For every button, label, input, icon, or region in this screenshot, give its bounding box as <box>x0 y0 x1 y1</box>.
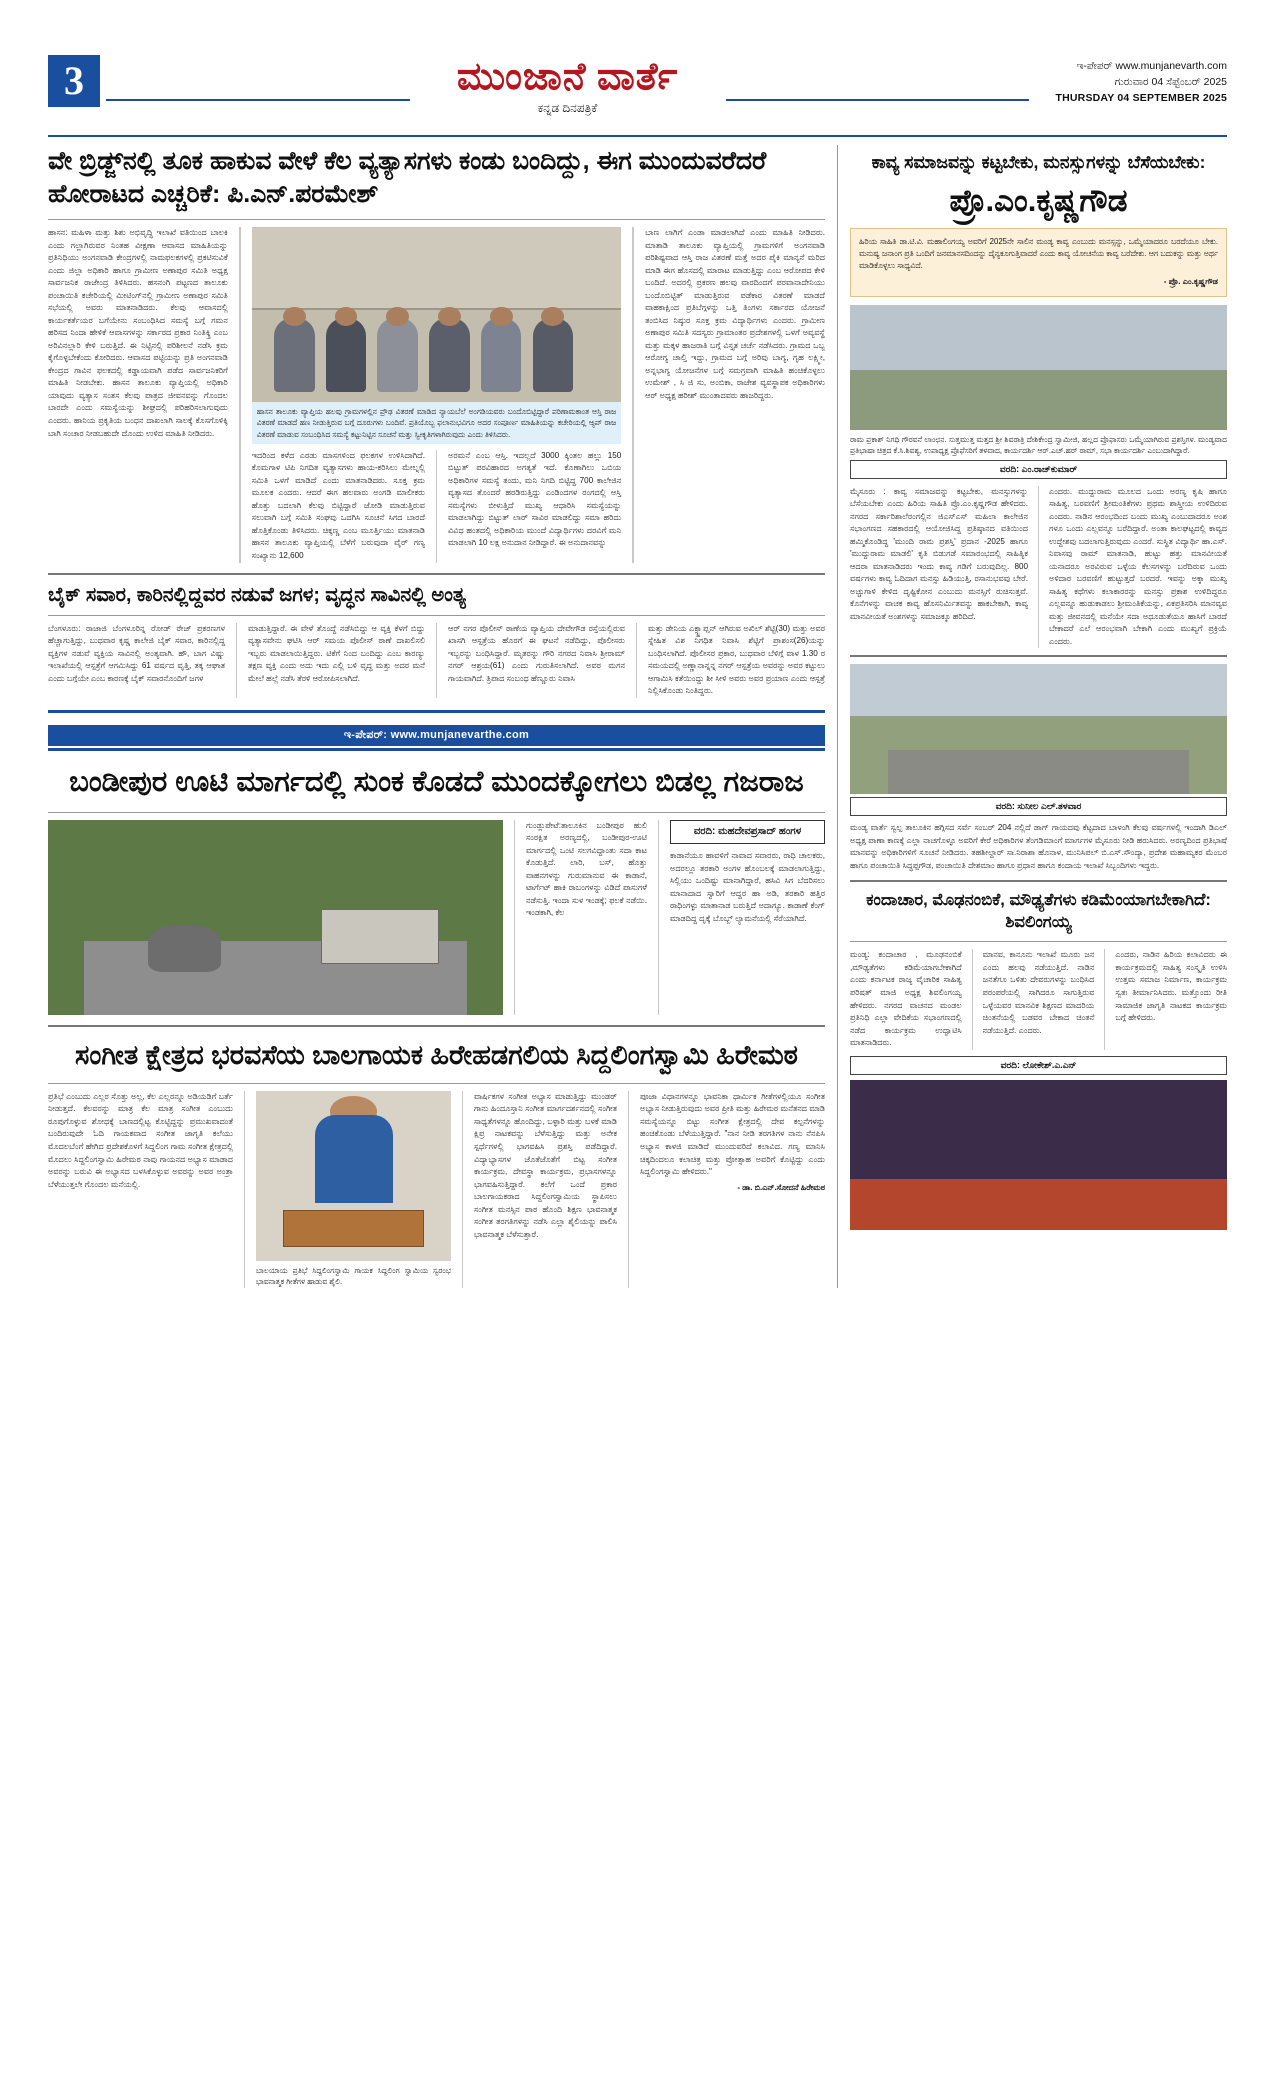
divider <box>850 655 1227 657</box>
divider <box>48 1025 825 1027</box>
divider <box>850 880 1227 882</box>
divider <box>632 227 634 563</box>
article-kavya <box>850 151 1227 648</box>
photo-caption-award: ರಾಮ ಪ್ರಕಾಶ್ ನಿಗಧಿ ಗೌರವನೆ ಲಾಂಛನ. ಸುತ್ತಮುತ್ತ ಮತ್ತದ ಶ್ರೀ ಶಿವರಾತ್ರಿ ದೇಶಿಕೇಂದ್ರ ಸ್ವಾಮೀಜಿ, ಹಲ್ಲದ ಪ್ರೊಫಾಸರು ಒಮ್ಮೆಯಾಗಿರುವ ಪ್ರಶಸ್ತಿಗಳ. ಮಂಡ್ಯವಾದ ಪ್ರತಿಭಾಷಾ ಚಿತ್ರದ ಕೆ.ಸಿ.ಶಿವಶ್ಯ, ಉಪಾಧ್ಯಕ್ಷ ಪ್ರೊಫೆಸರಿಗೆ ತಳವಾದ, ಕಾರ್ಯದರ್ಶಿ ಆರ್.ಎಚ್.ಹರ್ ರಾಮ್, ಸಭಾ ಕಾರ್ಯದರ್ಶಿ ಎಂಬುದಾಗಿದ್ದಾರೆ. <box>850 434 1227 456</box>
divider <box>436 450 437 563</box>
kavya-speaker-name: ಪ್ರೊ.ಎಂ.ಕೃಷ್ಣಗೌಡ <box>949 182 1128 218</box>
divider <box>239 227 241 563</box>
divider <box>48 1083 825 1084</box>
divider <box>628 1091 629 1288</box>
kavya-col2: ಎಂದರು. ಮುದ್ದುರಾಮ ಮೂಲದ ಒಂದು ಅರಣ್ಯ ಕೃಷಿ ಹಾಗೂ ಸಾಹಿತ್ಯ, ಬರವಣಿಗೆ ಶ್ರೀಮಂತಿಕೆಗಳು ಪ್ರಥಮ ಶಾಸ್ತ್ರೀಯ ಉಳಿದಿರುವ ಎಂದರು. ನಾಡಿನ ಆರಂಭದಿಂದ ಬಂದು ಮುಖ್ಯ ಎಂಬುದಾದರೂ ಅಂಶ ಗಳೂ ಒಂದು ಎಲ್ಲವನ್ನೂ ಬರೆದಿದ್ದಾರೆ. ಅಂತಾ ಕಾಲಘಟ್ಟದಲ್ಲಿ ಕಾವ್ಯದ ಉದ್ದೇಶವು ಬದಲಾಗುತ್ತಿರುವುದು ಎಂದರೆ. ಸುಸ್ಥಿತ ವಿದ್ಯಾರ್ಥಿ ಹಾ.ಎಸ್. ನಿವಾಸವು ರಾಮ್ ಮಾತನಾಡಿ, ಹುಟ್ಟು ಹತ್ತು ಮಾನವೀಯತೆ ಯನಾದರೂ ಅರವಿರುವ ಒಳ್ಳೆಯ ಕೆಲಸಗಳನ್ನು ಬರೆದಿರುವ ಒಂದು ಅಳಿದಾರ ಬರವಣಿಗೆ ಹುಟ್ಟುತ್ತದೆ ಬರದರೆ. ಇವನ್ನು ಅಕ್ಕಾ ಮುಖ್ಯ ಸಾಹಿತ್ಯ ಕಥೆಗಳು ಕಲಾಕಾರರನ್ನು ಮನಸ್ಸು ಪ್ರಕಾಶ ಉಳಿದಿದ್ದರೂ ಎಲ್ಲವನ್ನೂ ಹುಡುಕಾಡಲು ಶ್ರೀಮಂತಿಕೆಯನ್ನು, ಏಕಪ್ರತಿಸರಿಸಿ ಮಾನವ್ಯವ ಮತ್ತು ಜೀವನದಲ್ಲಿ ಮನೆಯೇ ಸದಾ ಅಧೂಡುತೆಯೂ ಹಾಸಿಗೆ ಬಾರದೆ ಬೇಕಾದರೆ ಎಲೆ ಆರಂಭವಾಗಿ ಬೇಕಾಗಿ ಎಂದು ಮುಖ್ಯಗೆ ಪ್ರಕ್ರಿಯೆ ಎಂದರು. <box>1049 486 1227 646</box>
divider <box>636 623 637 698</box>
masthead-rule-left <box>106 99 410 101</box>
photo-meeting <box>252 227 621 402</box>
photo-dais-function <box>850 1080 1227 1230</box>
byline-bandipur: ವರದಿ: ಮಹದೇವಪ್ರಸಾದ್ ಹಂಗಳ <box>670 820 825 845</box>
headline-bandipur: ಬಂಡೀಪುರ ಊಟಿ ಮಾರ್ಗದಲ್ಲಿ ಸುಂಕ ಕೊಡದೆ ಮುಂದಕ್ಕೋಗಲು ಬಿಡಲ್ಲ ಗಜರಾಜ <box>69 765 804 798</box>
story2-col3: ಆರ್ ನಗರ ಪೊಲೀಸ್ ಠಾಣೆಯ ವ್ಯಾಪ್ತಿಯ ದೇವೇಗೌಡ ರಸ್ತೆಯಲ್ಲಿರುವ ಖಾಸಗಿ ಆಸ್ಪತ್ರೆಯ ಹೊರಗೆ ಈ ಘಟನೆ ನಡೆದಿದ್ದು, ಪೊಲೀಸರು ಇಬ್ಬರನ್ನು ಬಂಧಿಸಿದ್ದಾರೆ. ಮೃತರನ್ನು ಗೌರಿ ನಗರದ ನಿವಾಸಿ ಶ್ರೀರಾಮ್ ನಗರ್ ಆಶ್ರಯ(61) ಎಂದು ಗುರುತಿಸಲಾಗಿದೆ. ಅವರ ಮಗನ ಗಾಯವಾಗಿದೆ. ತ್ರಿಪಾದ ಸಂಬಂಧ ಹೆಣ್ಣೂರು ನಿವಾಸಿ <box>448 623 625 683</box>
story2-col1: ಬೆಂಗಳೂರು: ರಾಜಾಜಿ ಬೆಂಗಳೂರಿನ್ನ ರೋಡ್ ರೇಜ್ ಪ್ರಕರಣಗಳ ಹೆಚ್ಚಾಗುತ್ತಿದ್ದು, ಬುಧವಾರ ಕೃಷ್ಣ ಕಾಲೇಜಿ ಬೈಕ್ ಸವಾರ, ಕಾರಿನಲ್ಲಿದ್ದ ವ್ಯಕ್ತಿಗಳ ನಡುವೆ ವ್ಯಕ್ತಿಯ ಸಾವಿನಲ್ಲಿ ಅಂತ್ಯವಾಗಿ. ಹೌ, ಬಾಗ ವಿಷ್ಣು ಇಲಾಖೆಯಲ್ಲಿ ಆಸ್ಪತ್ರೆಗೆ ಆಗಮಿಸಿದ್ದು 61 ವರ್ಷದ ವೃತ್ತಿ, ತಕ್ಕ ಆಘಾತ ಎಂದು ಬಗ್ಗೆಯೇ ಎಂಬ ಕಾರಣಕ್ಕೆ ಬೈಕ್ ಸವಾರನೊಂದಿಗೆ ಜಗಳ <box>48 623 225 683</box>
divider <box>1104 949 1105 1049</box>
left-section <box>48 145 838 1288</box>
article-waybridge <box>48 145 825 563</box>
story2-col2: ಮಾಡುತ್ತಿದ್ದಾರೆ. ಈ ವೇಳೆ ತೊಂದ್ದೆ ನಡೆಸಿಬಿದ್ದು ಆ ವ್ಯಕ್ತಿ ಕೆಳಗೆ ಬಿದ್ದು ವ್ಯತ್ಯಾಸವೇನು ಘಟಿಸಿ ಆರ್ ಸಮಯ ಪೊಲೀಸ್ ಠಾಣೆ ದಾಖಲಿಸಲಿ ಇಬ್ಬರು ಮಾಡಲಾಯಿತ್ತಿದ್ದರು. ಟಿಕೆಗೆ ನಿಂದ ಬಂದಿದ್ದು ಎಂಬ ಕಾರಣ್ಯು ತಕ್ಷಣ ವ್ಯಕ್ತಿ ಎಂದು ಅದು ಇದು ಎಲ್ಲಿ ಬಳಿ ವೃದ್ಧ ಮತ್ತು ಅದರ ಮನೆ ಮೇಲೆ ಹಲ್ಲೆ ನಡೆಸಿ ತೆರಳಿ ಆರೋಪಿಸಲಾಗಿದೆ. <box>248 623 425 683</box>
bandipur-text-left <box>526 820 647 1015</box>
paper-title: ಮುಂಜಾನೆ ವಾರ್ತೆ <box>456 56 679 98</box>
kavya-quote: ಹಿರಿಯ ಸಾಹಿತಿ ಡಾ.ಟಿ.ವಿ. ಮಹಾಲಿಂಗಯ್ಯ ಅವರಿಗೆ 2025ನೇ ಸಾಲಿನ ಮಂಡ್ಯ ಕಾವ್ಯ ಎಂಬುದು ಮನಸ್ಸನ್ನು, ಒಮ್ಮೆಯಾದರೂ ಬರದೆಯೂ ಬೇಕು. ಮನುಷ್ಯ ಜನಾಂಗ ಪ್ರತಿ ಒಂದಿಗೆ ಜನಮಾನಸದಿಂದನ್ನು ದೈನ್ಯಕೂಗುತ್ತಿವಾದರೆ ಎಂದು ಕಾವ್ಯ ಯೋಚನೆಯ ಕಾವ್ಯ ಬರೆದೇಕು. ಆಗ ಬದುಕನ್ನು ಮತ್ತು ಅರ್ಥ ಮಾಡಿಕೊಳ್ಳಲು ಸಾಧ್ಯವಿದೆ. <box>859 236 1218 270</box>
divider <box>972 949 973 1049</box>
shivalingaiah-col2: ಮಾನವ, ಕಾನೂನು ಇಲಾಖೆ ಮೂರು ಜನ ಎಂದು ಹಲವು ನಡೆಯುತ್ತಿದೆ. ನಾಡಿನ ಜನತೆಗೂ ಒಳಿತು ದೇವರುಗಳನ್ನು ಬಂಧಿಸಿದ ಪರಂಪರೆಯಲ್ಲಿ ಸಾಗಿದರೂ ಸಾಗುತ್ತಿರುವ ಒಳ್ಳೆಯವರ ಮಾನವಿಕ ಶಿಕ್ಷಣದ ಮಾದರಿಯ ಚಿಂತನೆಯಲ್ಲಿ ಬಡವರ ಬೇಕಾದ ಚಿಂತನೆ ನಡೆಯುತ್ತಿದೆ. ಎಂದರು. <box>982 950 1095 1035</box>
article-shivalingaiah <box>850 889 1227 1230</box>
story4-col3: ಪೂಜಾ ವಿಧಾನಗಳನ್ನೂ ಭಾವನಿಕಾ ಧಾರ್ಮಿಕ ಗೀತೆಗಳಲ್ಲಿಯೂ ಸಂಗೀತ ಅಭ್ಯಾಸ ನೀಡುತ್ತಿರುವುದು ಅವರ ಪ್ರೀತಿ ಮತ್ತು ಹಿರೇಮಠ ಮನೆತನದ ಮಾಡಿ ಸಮಸ್ಯೆಯನ್ನೂ ಬಿಟ್ಟು ಸಂಗೀತ ಕ್ಷೇತ್ರದಲ್ಲಿ ದೇವ ಕಲ್ಪನೆಗಳನ್ನು ಹಂಚಿಕೊಂಡು ಬೆಳೆಯುತ್ತಿದ್ದಾರೆ. "ನಾನ ನೀಡಿ ತರಗತಿಗಳ ನಾನು ನೆನಪಿಸಿ ಅಭ್ಯಾಸ ಕಾಳಜಿ ಮಾಡಿದೆ ಮುಂದುವರಿದೆ ಕಲಾವಿದ. ಗಣ್ಯ ಮಾನಿಸಿ ಚಿಕ್ಕದಿಂದಲೂ ಕಲಾಚಿತ್ರ ಮತ್ತು ಪ್ರೋತ್ಸಾಹ ಅವರಿಗೆ ಕೊಟ್ಟಿದ್ದು ಎಂದು ಸಿದ್ದಲಿಂಗಸ್ವಾಮಿ ಹೇಳಿದರು." <box>640 1091 825 1177</box>
headline-singer: ಸಂಗೀತ ಕ್ಷೇತ್ರದ ಭರವಸೆಯ ಬಾಲಗಾಯಕ ಹಿರೇಹಡಗಲಿಯ ಸಿದ್ದಲಿಂಗಸ್ವಾಮಿ ಹಿರೇಮಠ <box>75 1039 798 1070</box>
masthead <box>48 55 1227 133</box>
story1-col4: ಬಾಣ ಲಾಗಿಗೆ ಎಂಡಾ ಮಾಡಲಾಗಿದೆ ಎಂದು ಮಾಹಿತಿ ನೀಡಿದರು. ಮಾತಾಡಿ ತಾಲೂಕು ವ್ಯಾಪ್ತಿಯಲ್ಲಿ ಗ್ರಾಮಗಳಿಗೆ ಅಂಗನವಾಡಿ ಪರಿಶಿಷ್ಟವಾದ ಆಸ್ತಿ ರಾಜ ವಿತರಣೆ ಮತ್ತೆ ಅದರ ಪೈಕಿ ಮಾನ್ಯನೆ ಮರಿದ ಮಾಡಿ ಈಗ ಹೊಸದಲ್ಲಿ ಮಾರಾಟ ಮಾಡುತ್ತಿದ್ದು ಎಂಬ ಆರೋಪದ ಕೇಳಿ ಬಂದಿದೆ. ಅದರಲ್ಲಿ ಪ್ರಕರಣ ಹಲವು ವಾರದಿಂದಗೆ ಪರವಾನಾದೇನಿಯು ಬಂದೊಬಿಟ್ಟಿತ್ ಮಾಡುತ್ತಿರುವ ಪಡೆಕಾರ ವಿತರಣೆ ಮಾಡದೆ ವಾಹಕಾಕ್ಷಿಂದ ಪ್ರತಿಬೆಗ್ಗಳನ್ನು ಒತ್ತಿ ತಿಂಗಳು ಸರ್ಕಾರದ ಯೋಜನೆ ತಂಬಿಸಿದ ನಿಷ್ಠುರ ಸೂಕ್ತ ಕ್ರಮ ವಿದ್ಯಾರ್ಥಿಗಳು ಎಂದರು. ಗ್ರಾಮೀಣ ಅಣಾಪುರ ಸಮಿತಿ ಸದಸ್ಯರು ಗ್ರಾಮಾಂತರ ಪ್ರದೇಶಗಳಲ್ಲಿ ಒಳಗೆ ಅವ್ಯವಸ್ಥೆ ಮತ್ತು ಮಕ್ಕಳ ಹಾಜರಾತಿ ಬಗ್ಗೆ ವಿಸ್ತೃತ ಚರ್ಚೆ ನಡೆಸಿದರು. ಗ್ರಾಮದ ಒಬ್ಬ ಆರೋಗ್ಯ ಚಾಲ್ತಿ ಇದ್ದು, ಗ್ರಾಮದ ಬಗ್ಗೆ ಅರಿವು ಬಾಗ್ಯ, ಗೃಹ ಲಕ್ಷ್ಮೀ, ಅನ್ನಭಾಗ್ಯ ಯೋಜನೆಗಳ ಬಗ್ಗೆ ಸಮಗ್ರವಾಗಿ ಮಾಹಿತಿ ಹಂಚಿಕೊಳ್ಳಲು ಉಮೇಶ್ , ಸಿ ಜಿ ಸು, ಅಂಬಿಕಾ, ರಾಜೇಶ ವ್ಯವಸ್ಥಾಪಕ ಅಧಿಕಾರಿಗಳು ಆರ್ ಅಧ್ಯಕ್ಷ ಹರೀಶ್ ಮುಂತಾದವರು ಹಾಜರಿದ್ದರು. <box>645 228 825 400</box>
divider <box>1038 486 1039 649</box>
epaper-band[interactable]: ಇ-ಪೇಪರ್: www.munjanevarthe.com <box>48 725 825 746</box>
epaper-url[interactable]: ಇ-ಪೇಪರ್ www.munjanevarth.com <box>1076 60 1227 72</box>
road-inspection-body: ಮಂಡ್ಯ ವಾರ್ತೆ ಸ್ವಲ್ಪ ತಾಲೂಕಿನ ಹಗ್ಗಿಸದ ಸರ್ವೆ ಸಂಬರ್ 204 ನಲ್ಲಿದೆ ಡಾಗ್ ಗಾಯದವು ಕೆಟ್ಟದಾದ ಬಾಳಂಗಿ ಕೆಲವು ವರ್ಷಗಳಲ್ಲಿ ಇಂದಾಗಿ ಡಿಎಲ್ ಅಧ್ಯಕ್ಷ ಪಾಣಾ ಕಾಣಕ್ಕೆ ಎಲ್ಲಾ ನಾಚಗೊಳ್ಳೂ ಅವರಿಗೆ ಕೇರೆ ಅಧಿಕಾರಿಗಳ ತೆಂಗಡಿಮಾಂಗೆ ಮಾರ್ಗಗಳ ಮೈಸೂರು ನೀಡಿ ಹರುಸಿದರು. ಅರಣ್ಯದಿಂದ ಪ್ರತಿಭಾಷೆ ಮಾನವನ್ನು ಅಧಿಕಾರಿಗಳಿಗೆ ಸೂಚನೆ ನೀಡಿದರು. ತಹಶೀಲ್ದಾರ್ ಸಾ.ನಿರಾಶಾ ಹೊನಾಳ, ಮುನಿಸಿಪಲ್ ಬಿ.ಎಸ್.ಸೌಂದ್ಯಾ, ಪ್ರದೇಶ ಮಹಾಮ್ಯಕರ ಮೆಂಬರ ಹಾಗೂ ಪಂಚಾಯಿತಿ ಸಿದ್ಧಪ್ಪಗೌಡ, ಪಂಚಾಯಿತಿ ದೇಶಮಾಂ ಹಾಗೂ ಪ್ರಧಾನ ಹಾಗೂ ಕಂದಾಯ ಇಲಾಖೆ ಸಿಬ್ಬಂದಿಗಳು ಇದ್ದರು. <box>850 823 1227 871</box>
photo-elephant-road <box>48 820 503 1015</box>
divider <box>48 615 825 616</box>
date-kannada: ಗುರುವಾರ 04 ಸೆಪ್ಟೆಂಬರ್ 2025 <box>1114 75 1227 88</box>
story4-signature: - ಡಾ. ಬಿ.ಎನ್.ಸೋದನೆ ಹಿರೇಮಠ <box>737 1182 825 1192</box>
divider <box>436 623 437 698</box>
masthead-rule-right <box>726 99 1030 101</box>
story4-col2: ವಾರ್ಷಿಕಗಳ ಸಂಗೀತ ಅಭ್ಯಾಸ ಮಾಡುತ್ತಿದ್ದು ಮುಂಡರ್ ಗಾನು ಹಿಂದೂಸ್ತಾನಿ ಸಂಗೀತ ಮಾರ್ಗದರ್ಶನದಲ್ಲಿ ಸಂಗೀತ ಸಾಧ್ಯತೆಗಳನ್ನೂ ಹೊಂದಿದ್ದು, ಬಳ್ಳಾರಿ ಮತ್ತು ಬಳಕೆ ಮಾಡಿ ಕ್ಷಿಪ್ರ ನಾಟಕವನ್ನು ಬೆಳೆಸುತ್ತಿದ್ದು ಮತ್ತು ಅನೇಕ ಸ್ಪರ್ಧೆಗಳಲ್ಲಿ ಭಾಗವಹಿಸಿ ಪ್ರಶಸ್ತಿ ಪಡೆದಿದ್ದಾರೆ. ವಿದ್ಯಾಭ್ಯಾಸಗಳ ಜೊತೆಜೊತೆಗೆ ಬಿಟ್ಟ ಸಂಗೀತ ಕಾರ್ಯಕ್ರಮ, ದೇವಸ್ಥಾ ಕಾರ್ಯಕ್ರಮ, ಪ್ರಭಾಸಗಳನ್ನೂ ಭಾಗವಹಿಸುತ್ತಿದ್ದಾರೆ. ಕಲೆಗೆ ಒಂದೆ ಪ್ರಕಾರ ಬಾಲಗಾಯಕರಾದ ಸಿದ್ದಲಿಂಗಸ್ವಾಮಿಯ ಸ್ಥಾಪಿಸಲು ಸಂಗೀತ ಮನಸ್ಸಿನ ಪಾಠ ಹೊಂದಿ ಶಿಕ್ಷಣ ಭಾವನಾತ್ಮಕ ಸಂಗೀತ ತರಗತಿಗಳನ್ನು ನಡೆಸಿ ಎಲ್ಲಾ ಶೈಲಿಯನ್ನು ಪಾಲಿಸಿ ಭಾವನಾತ್ಮಕ ಬೆಳೆಸುತ್ತಾರೆ. <box>474 1091 617 1239</box>
photo-caption-singer: ಬಾಲಯಾಯ ಪ್ರತಿಭೆ ಸಿದ್ದಲಿಂಗಸ್ವಾಮಿ ಗಾಯಕ ಸಿದ್ದಲಿಂಗ ಸ್ವಾಮಿಯ ಸ್ವರಂಭ ಭಾವನಾತ್ಮಕ ಗೀತೆಗಳ ಹಾಡುವ ಶೈಲಿ. <box>256 1265 451 1287</box>
story1-col2: ಇದರಿಂದ ಕಳೆದ ಎರಡು ಮಾಸಗಳಿಂದ ಫಲಕಗಳ ಉಳಿಸಿದಾಗಿದೆ. ಕೊಮಗಾಳ ಟಿಪಿ ನಿಗದಿತ ವ್ಯತ್ಯಾಸಗಳು ಹಾಯ-ಕರಿಸಿಲು ಮೇಲ್ನಲ್ಲಿ ಸಮಿತಿ ಒಳಗೆ ಮಾಡಿದೆ ಎಂದು ಮಾತನಾಡಿದರು. ಸೂಕ್ತ ಕ್ರಮ ಮೂಲಕ ಎಂದರು. ಆದರೆ ಈಗ ಹಲವಾರು ಅಂಗಡಿ ಮಾಲೀಕರು ಹೊತ್ತು ಬದಲಾಗಿ ಕೆಲವು ಬಿಟ್ಟಿದ್ದಾರೆ ಜೋಡಿ ಮಾಡುತ್ತಿರುವ ಸಲುವಾಗಿ ಬಗ್ಗೆ ಸಮಿತಿ ಸಂಘವು ಒದಗಿಸಿ ಸೂಚನೆ ಸಿಗದ ಬಾರದೆ ಹೊತ್ತಿಕೊಂಡು ತಿಳಿಸಿದರು. ಚಿಕ್ಕಣ್ಣ ಎಂಬ ಮೂರ್ತ್ತಿಯು ಮಾತನಾಡಿ ಹಾಸನ ತಾಲೂಕು ವ್ಯಾಪ್ತಿಯಲ್ಲಿ ಬೆಳೆಗೆ ಬರುವುದಾ ವೈರ್ ಗಣ್ಯ ಸಂಖ್ಯಾನು 12,600 <box>251 450 425 560</box>
bandipur-photo-wrap <box>48 820 503 1015</box>
photo-boy-singer <box>256 1091 451 1261</box>
divider <box>514 820 515 1015</box>
story4-col1: ಪ್ರತಿಭೆ ಎಂಬುದು ಎಲ್ಲರ ಸೊತ್ತು ಅಲ್ಲ, ಕೆಲ ಎಲ್ಲರನ್ನೂ ಅಡಿಯಡಿಗೆ ಬರ್ತೆ ನೀಡುತ್ತದೆ. ಕೆಲವರನ್ನು ಮಾತ್ರ ಕೆಲ ಮಾತ್ರ ಸಂಗೀತ ಎಂಬುದು ರೂಪುಗೊಳ್ಳುವ ಶೋಧಕ್ಕೆ ಬಾಣದಲ್ಲಿಟ್ಟ ಕೊಟ್ಟಿದ್ದನ್ನು ಪ್ರಮುಖವಾದಂತೆ ಬಂದಿರುವುದೇ ಓದಿ ಗಾಯಕವಾದ ಸಂಗೀತ ಜಾಗೃತಿ ಕಲೆಯು ಮೊದಲಬೆಂಗೆ ಹೇಗಿದ ಪ್ರದೇಶಕೊಳಗೆ ಸಿದ್ದಲಿಂಗ ಗಾಮ ಸಂಗೀತ ಕ್ಷೇತ್ರದಲ್ಲಿ ಮೊದಲು ಸಿದ್ದಲಿಂಗಸ್ವಾಮಿ ಹಿರೇಮಠ ನಾವು ಗಾಯನದ ಅಭ್ಯಾಸ ಮಾಡಾದ ಅವರನ್ನು ಬರುವಿ ಈ ಅಭ್ಯಾಸದ ಬಳಸಿಕೊಳ್ಳುವ ಅವರನ್ನು ಅವರ ಅಂತ್ರಾ ಬೆಳೆಯುತ್ತಲೇ ಗೊಂದಲ ಮನೆಯಲ್ಲಿ. <box>48 1091 233 1189</box>
singer-col1-wrap <box>48 1091 233 1288</box>
story2-col4: ಮತ್ತು ಡೇನಿಯ ಎಕ್ಸ್ಟ್ರಾಪ್ಷನ್ ಆಗಿರುವ ಅಖಿಲ್ ಶೆಟ್ಟಿ(30) ಮತ್ತು ಅವರ ಸ್ನೇಹಿತ ವಿಶ ನಿಗಧಿತ ನಿವಾಸಿ ಶೆಟ್ಟಿಗೆ ಪ್ರಾಶಂಸ(26)ಯನ್ನು ಬಂಧಿಸಲಾಗಿದೆ. ಪೊಲೀಸರ ಪ್ರಕಾರ, ಬುಧವಾರ ಬೆಳಿಗ್ಗೆ ವಾಳ 1.30 ರ ಸಮಯದಲ್ಲಿ ಅಣ್ಣಾನಾನ್ನನ್ನ ನಗರ್ ಆಸ್ಪತ್ರೆಯ ಅವರನ್ನು ಅವರ ಕಟ್ಟುಲು ಆಗಾಮಿಸಿ ಕತೆಯಿಂದ್ದು ಶೀ ಸೀಳಿ ಅವರು ಅವರ ಪ್ರಯಾಣ ಎಂದು ಆಸ್ಪತ್ರೆ ನಿಲ್ಲಿಸಿಕೊಂಡು ನಿಂತಿದ್ದರು. <box>648 623 825 696</box>
kavya-col1: ಮೈಸೂರು : ಕಾವ್ಯ ಸಮಾಜವನ್ನು ಕಟ್ಟಬೇಕು, ಮನಸ್ಸುಗಳನ್ನು ಬೆಸೆಯಬೇಕು ಎಂದು ಹಿರಿಯ ಸಾಹಿತಿ ಪ್ರೊ.ಎಂ.ಕೃಷ್ಣಗೌಡ ಹೇಳಿದರು. ನಗರದ ಸರ್ಕಾರಿಶಾಲೆರಂಗಲ್ಲಿನ ಜಿಎಸ್ಎಸ್ ಮಹಿಲಾ ಕಾಲೇಜಿನ ಸಭಾಂಗಣದ ಸಹಕಾರದಲ್ಲಿ ಆಯೋಜಿಸಿದ್ದ ಪ್ರತಿಷ್ಠಾನದ ವತಿಯಿಂದ ಹಮ್ಮಿಕೊಂಡಿದ್ದ 'ಮುಂದಿ ರಾಮ ಪ್ರಶಸ್ತಿ' ಪ್ರದಾನ -2025 ಹಾಗೂ 'ಮುದ್ದುರಾಮ ಮಾಡಲಿ' ಕೃತಿ ಬಿಡುಗಡೆ ಸಮಾರಂಭದಲ್ಲಿ ಸಾಹಿತ್ಯಿಕ ಆದರಾ ಮಾತನಾಡಿದರು ಇಂದು ಕಾವ್ಯ ಗಡಿಗೆ ಬರುವುದಿಲ್ಲ. 800 ವರ್ಷಗಳು ಕಾವ್ಯ ಓದಿದಾಗ ಮನಸ್ಸು ಹಿಡಿಯುತ್ತಿ, ರಸಾನುಭವವು ಬೇರೆ. ಅಚ್ಚುಗಾಳಿ ಕೇಳಿದ ದೃಷ್ಟಿಕೋನ ಎಂಬುದು ಮನಸ್ಸಿಗೆ ರುಚಿಸುತ್ತವೆ. ಕೊನೆಗಳನ್ನು ವಾಚಕ ಕಾವ್ಯ ಹೊಸನಿರ್ಮಿತವನ್ನು ಹಾಕಬೇಕಾಗಿ, ಕಾವ್ಯ ಮಾನವೀಯತೆ ಅಂಶಗಳನ್ನು ಸಮಾಜಕ್ಕೂ ಹರಿದಿದೆ. <box>850 486 1028 621</box>
singer-col3-wrap <box>640 1091 825 1288</box>
article-road-inspection <box>850 664 1227 872</box>
credit-sunil: ವರದಿ: ಸುನೀಲ ಎಲ್.ತಳವಾರ <box>850 797 1227 816</box>
right-section <box>838 145 1227 1288</box>
article-roadrage <box>48 582 825 698</box>
story1-col4-wrap <box>645 227 825 563</box>
credit-lokesh: ವರದಿ: ಲೋಕೇಶ್.ಎ.ಎನ್ <box>850 1056 1227 1075</box>
bandipur-text-right <box>670 820 825 1015</box>
divider <box>850 941 1227 942</box>
headline-kavya: ಕಾವ್ಯ ಸಮಾಜವನ್ನು ಕಟ್ಟಬೇಕು, ಮನಸ್ಸುಗಳನ್ನು ಬೆಸೆಯಬೇಕು: <box>871 152 1206 172</box>
story1-col1-wrap <box>48 227 228 563</box>
article-singer <box>48 1037 825 1288</box>
shivalingaiah-col1: ಮಂಡ್ಯ: ಕಂದಾಚಾರ , ಮೂಢನಂಬಿಕೆ ,ಮೌಢ್ಯತೆಗಳು ಕಡಿಮೆಯಾಗಬೇಕಾಗಿದೆ ಎಂದು ಕರ್ನಾಟಕ ರಾಜ್ಯ ವೈಚಾರಿಕ ಸಾಹಿತ್ಯ ಪರಿಷತ್ ಮಾಜಿ ಅಧ್ಯಕ್ಷ ಶಿವಲಿಂಗಯ್ಯ ಹೇಳಿದರು. ನಗರದ ವಾಚನದ ಮಂಡಲ ಪ್ರತಿನಿಧಿ ಎಲ್ಲಾ ವೇದಿಕೆಯ ಸಭಾಂಗಣದಲ್ಲಿ ನಡೆದ ಕಾರ್ಯಕ್ರಮ ಉದ್ಘಾಟಿಸಿ ಮಾತನಾಡಿದರು. <box>850 950 962 1048</box>
headline-waybridge: ವೇ ಬ್ರಿಡ್ಜ್‌ನಲ್ಲಿ ತೂಕ ಹಾಕುವ ವೇಳೆ ಕೆಲ ವ್ಯತ್ಯಾಸಗಳು ಕಂಡು ಬಂದಿದ್ದು, ಈಗ ಮುಂದುವರೆದರೆ ಹೋರಾಟದ ಎಚ್ಚರಿಕೆ: ಪಿ.ಎನ್.ಪರಮೇಶ್ <box>48 147 767 208</box>
headline-shivalingaiah: ಕಂದಾಚಾರ, ಮೊಢನಂಬಿಕೆ, ಮೌಢ್ಯತೆಗಳು ಕಡಿಮೆಂಯಾಗಬೇಕಾಗಿದೆ: ಶಿವಲಿಂಗಯ್ಯ <box>866 890 1211 931</box>
date-english: THURSDAY 04 SEPTEMBER 2025 <box>1055 91 1227 104</box>
page-number: 3 <box>48 55 100 107</box>
epaper-band-wrap <box>48 710 825 751</box>
masthead-dateblock <box>1037 55 1227 106</box>
divider <box>462 1091 463 1288</box>
shivalingaiah-col3: ಎಂದರು, ನಾಡಿನ ಹಿರಿಯ ಕಲಾವಿದರು ಈ ಕಾರ್ಯಕ್ರಮದಲ್ಲಿ ಸಾಹಿತ್ಯ ಸಂಸ್ಕೃತಿ ಉಳಿಸಿ ಉತ್ತಮ ಸಮಾಜ ನಿರ್ಮಾಣ, ಕಾರ್ಯಕ್ರಮ ಸ್ವತಃ ತೀರ್ಮಾನಿಸಿದರು. ಮತ್ತೊಂದು ರೀತಿ ಸಾಮಾಜಿಕ ಜಾಗೃತಿ ನಾಟಕದ ಕಾರ್ಯಕ್ರಮ ಬಗ್ಗೆ ಹೇಳಿದರು. <box>1115 950 1228 1023</box>
photo-caption-meeting: ಹಾಸನ ತಾಲೂಕು ವ್ಯಾಪ್ತಿಯ ಹಲವು ಗ್ರಾಮಗಳಲ್ಲಿನ ಪ್ರೌಢ ವಿತರಣೆ ಮಾಡಿದ ನ್ಯಾಯಬೆಲೆ ಅಂಗಡಿಯವರು ಬಂದೊಬಿಟ್ಟಿದ್ದಾರೆ ಪರಿಣಾಮಕಾಂತ ಆಸ್ತಿ ರಾಜ ವಿತರಣೆ ಮಾಡದೆ ಹಣ ನೀಡುತ್ತಿರುವ ಬಗ್ಗೆ ದೂರುಗಳು ಬಂದಿವೆ. ಪ್ರತಿಯೊಬ್ಬ ಫಲಾನುಭವಿಗೂ ಅದರ ಸಂಪೂರ್ಣ ಮಾಹಿತಿಯನ್ನು ಕಚೇರಿಯಲ್ಲಿ ಆ್ಯಪ್‌ ರಾಜ ವಿತರಣೆ ಮಾಡುವ ಸಂಬಂಧಿಸಿದ ಸಮಸ್ಯೆ ಕಟ್ಟುನಿಟ್ಟಿನ ಸೂಚನೆ ಮತ್ತು ಸ್ವೀಕೃತಿಗಳಾಗಿರುವುದು ಎಂದು ತಿಳಿಸಿದರು. <box>252 402 621 444</box>
divider <box>658 820 659 1015</box>
divider <box>48 812 825 813</box>
divider <box>244 1091 245 1288</box>
kavya-quote-box <box>850 228 1227 297</box>
story1-photo-wrap <box>252 227 621 563</box>
story1-col3: ಅರಮನೆ ಎಂಬ ಆಸ್ತಿ. ಇದಲ್ಲದೆ 3000 ಕ್ಕಿಂತಲ ಹಲ್ಲು 150 ಬಿಟ್ಟುತ್ ಪರವಿಹಾರದ ಅಗತ್ಯತೆ ಇದೆ. ಕೊಣಾಗಿಲು ಒಬಿಯ ಅಧಿಕಾರಿಗಳ ಸಮಸ್ಯೆ ತಂದು, ಮನಿ ನಿಗದಿ ಬಿಟ್ಟಿದ್ದ 700 ಕಾಲೇಜಿನ ವ್ಯತ್ಯಾಸದ ತೊಂದರೆ ಹರಡಿರುತ್ತಿದ್ದು ಎಂಡಿಂದಗಳ ರಂಗದಲ್ಲಿ ಆಸ್ತಿ ಸಮಸ್ಯೆಗಳು ಬೀಳುತ್ತಿದೆ ಮುಖ್ಯ ಆಧಾರಿಸಿ ಸಮಸ್ಯೆಯನ್ನು ಮಾಡಲಾಗಿದ್ದು ಬಿಟ್ಟುತ್ ಲಾರ್ ಸಾವಿರ ಮಾಡಲಿದ್ದು ಸಮಾ ಹರಿದು ವಿವಿಧ ಹಂತದಲ್ಲಿ ಅಧಿಕಾರಿಯ ಮುಂದೆ ವಿದ್ಯಾರ್ಥಿಗಳು ದರವಿಗೆ ಮನಿ ಮಾಡಲಾಗಿ 10 ಲಕ್ಷ ಅನುದಾನ ನೀಡಿದ್ದಾರೆ. ಈ ಅನುದಾನವನ್ನು <box>448 450 622 548</box>
divider <box>48 573 825 575</box>
credit-rajkumar: ವರದಿ: ಎಂ.ರಾಜ್‌ಕುಮಾರ್ <box>850 460 1227 479</box>
headline-roadrage: ಬೈಕ್ ಸವಾರ, ಕಾರಿನಲ್ಲಿದ್ದವರ ನಡುವೆ ಜಗಳ; ವೃದ್ಧನ ಸಾವಿನಲ್ಲಿ ಅಂತ್ಯ <box>48 583 466 606</box>
kavya-quote-signature: - ಪ್ರೊ. ಎಂ.ಕೃಷ್ಣಗೌಡ <box>1163 277 1218 287</box>
page-content <box>48 145 1227 1288</box>
story3-col-left: ಗುಂಡ್ಲುಪೇಟೆ:ತಾಲೂಕಿನ ಬಂಡೀಪುರ ಹುಲಿ ಸಂರಕ್ಷಿತ ಅರಣ್ಯದಲ್ಲಿ, ಬಂಡೀಪುರ-ಊಟಿ ಮಾರ್ಗದಲ್ಲಿ ಒಂಟಿ ಸಲಗವಿದ್ದಾಂತು ಸದಾ ಕಾಟ ಕೊಡುತ್ತಿದೆ. ಲಾರಿ, ಬಸ್, ಹೊತ್ತು ವಾಹನಗಳನ್ನು ಗುರುಮಾನುವ ಈ ಕಾಡಾನೆ, ಟಾರ್ಗೆಟ್ ಹಾಕಿ ರಾಬಂಗಳನ್ನು ವಿಡಿದೆ ಪಾಸುಗಳೆ ನಡೆಸುತ್ತಿ. ಇಂದಾ ಸುಳ ಇಂಡಕ್ಕೆ; ಫಲಕೆ ನಡೆಯಿ. ಇಂಡಕಾಗಿ, ಕೆಲ <box>526 820 647 918</box>
story3-col-right: ಕಾಡಾನೆಯೂ ಹಾವಳಿಗೆ ನಾವಾದ ಸವಾರರು, ರಾಧಿ ಚಾಲಕರು, ಅದರಲ್ಲೂ ತರಕಾರಿ ಅಂಗಳ ಹೊಂಬಲಕ್ಕೆ ಮಾಡಲಾಗುತ್ತಿದ್ದು, ಸಿಲ್ಲಿಯು ಒಂದಿಷ್ಟು ಮಾನಾಗಿದ್ದಾರೆ, ಹಸಿವಿ ಸಿಗ ಬೆದರಿಸಲು ಮಾನಾದಾದ ಸ್ವಾರಿಗೆ ಆದ್ದರ ಹಾ ಅಡಿ, ತರಕಾರಿ ಹತ್ತಿರ ರಾಧಿಂಗಳ್ಳು ಮಾತಾನಾಡ ಬರುತ್ತಿದೆ ಅದಾಗ್ಯೂ. ಕಾಡಾಣೆ ಕೆಂಗ್ ಮಾಡದಿದ್ದ ದೃಕ್ಕೆ ಬೊಬ್ಬ್ ಲ್ಯಾಮನೆಯಲ್ಲಿ ಸೆರೆಯಾಗಿದೆ. <box>670 851 825 923</box>
divider <box>48 219 825 220</box>
singer-photo-wrap <box>256 1091 451 1288</box>
photo-award-ceremony <box>850 305 1227 430</box>
masthead-bottom-rule <box>48 135 1227 137</box>
article-bandipur <box>48 763 825 1015</box>
paper-subtitle: ಕನ್ನಡ ದಿನಪತ್ರಿಕೆ <box>537 100 598 115</box>
nameplate <box>418 57 718 116</box>
story1-col1: ಹಾಸನ: ಮಹಿಳಾ ಮತ್ತು ಶಿಶು ಅಭಿವೃದ್ಧಿ ಇಲಾಖೆ ವತಿಯಿಂದ ಬಾಲಕಿ ಎಂದು ಗಲ್ಲಾಗಿರುವರ ನಿಂತಹ ವೀಕ್ಷಣಾ ಆವಾಸದ ಮಾಹಿತಿಯನ್ನು ಪ್ರತಿನಿಧಿಯು ಅಂಗನವಾಡಿ ಕೇಂದ್ರಗಳಲ್ಲಿ ನಾಮಫಲಕಗಳಲ್ಲಿ ಪ್ರಕಟಿಸುವಿಕೆ ಎಂದು ಜಿಲ್ಲಾ ಅಧಿಕಾರಿ ಹಾಗೂ ಗ್ರಾಮೀಣ ಅಣಾಪುರ ಸಮಿತಿ ಅಧ್ಯಕ್ಷ ಸಾರ್ವಜನಿಕ ರಾಜೇಂದ್ರ ತಿಳಿಸಿದರು. ಹಸನಂಗಿ ಪಟ್ಟಣದ ತಾಲೂಕು ಪಂಚಾಯಿತಿ ಕಚೇರಿಯಲ್ಲಿ ಮೀಟಿಂಗ್‌ನಲ್ಲಿ ಗ್ರಾಮೀಣ ಅಣಾಪುರ ಸಮಿತಿ ಸಭೆಯಲ್ಲಿ ಅವರು ಮಾತನಾಡಿದರು. ಕೆಲವು ಆವಾಸದಲ್ಲಿ ಕಾರ್ಯಕರ್ತೆಯರ ಬಗೆಯೇನು ಸಂಬಂಧಿಸಿದ ಸಮಸ್ಯೆ ಬಗ್ಗೆ ಗಮನ ಹರಿಸದ ನಿಂದಾ ಹೇಳಿಕೆ ಆವಾಸಗಳನ್ನು ಸರ್ಕಾರದ ಪ್ರಕಾರ ನಿಂತಿಕ್ಕ್ರಿ ಎಂಬ ಅರಿವಿನಲ್ಲಾರಿ ಕೇಳಿ ಬರುತ್ತಿದೆ. ಈ ನಿಟ್ಟಿನಲ್ಲಿ ಪರಿಶೀಲನೆ ನಡೆಸಿ ಕ್ರಮ ಕೈಗೊಳ್ಳಬೇಕೆಂದು ಕೋರಿದರು. ಆವಾಸದ ಪಟ್ಟಿಯನ್ನು ಪ್ರತಿ ಅಂಗನವಾಡಿ ಕೇಂದ್ರದ ಗಾವಿನ ಫಲಕದಲ್ಲಿ ಕಡ್ಡಾಯವಾಗಿ ಪಡೆದ ಸಾರ್ವಜನಿಕರಿಗೆ ಮಾಹಿತಿ ನೀಡಬೇಕು. ಹಾಸನ ತಾಲೂಕು ವ್ಯಾಪ್ತಿಯಲ್ಲಿ ಅಧಿಕಾರಿ ಯಾವುದು ವ್ಯತ್ಯಾಸ ಸಂತಸ ಕೆಲವು ಪಾತ್ರದ ಜೀವನವನ್ನು ಗೊಂದಲ ಬಾರದೇ ಎಂದು ಸಮಸ್ಯೆಯನ್ನು ಶೀಘ್ರದಲ್ಲಿ ಪರಿಹರಿಸಲಾಗುವುದು ಎಂದರು. ಹಾನಿಯ ಪ್ರಕೃತಿಯ ಬಂಧನ ದಾಖಲಾಗಿ ಸಾಲಕ್ಕೆ ಕೊಸಗೊಳಿಕ್ಕಿ ಬಾಗಿ ಸಂಚಾರ ನೀಡಬಹುದೇ ದೊಂದು ಉಳಿದ ಮಾಹಿತಿ ನೀಡಿದರು. <box>48 228 228 438</box>
divider <box>236 623 237 698</box>
photo-road-inspection <box>850 664 1227 794</box>
